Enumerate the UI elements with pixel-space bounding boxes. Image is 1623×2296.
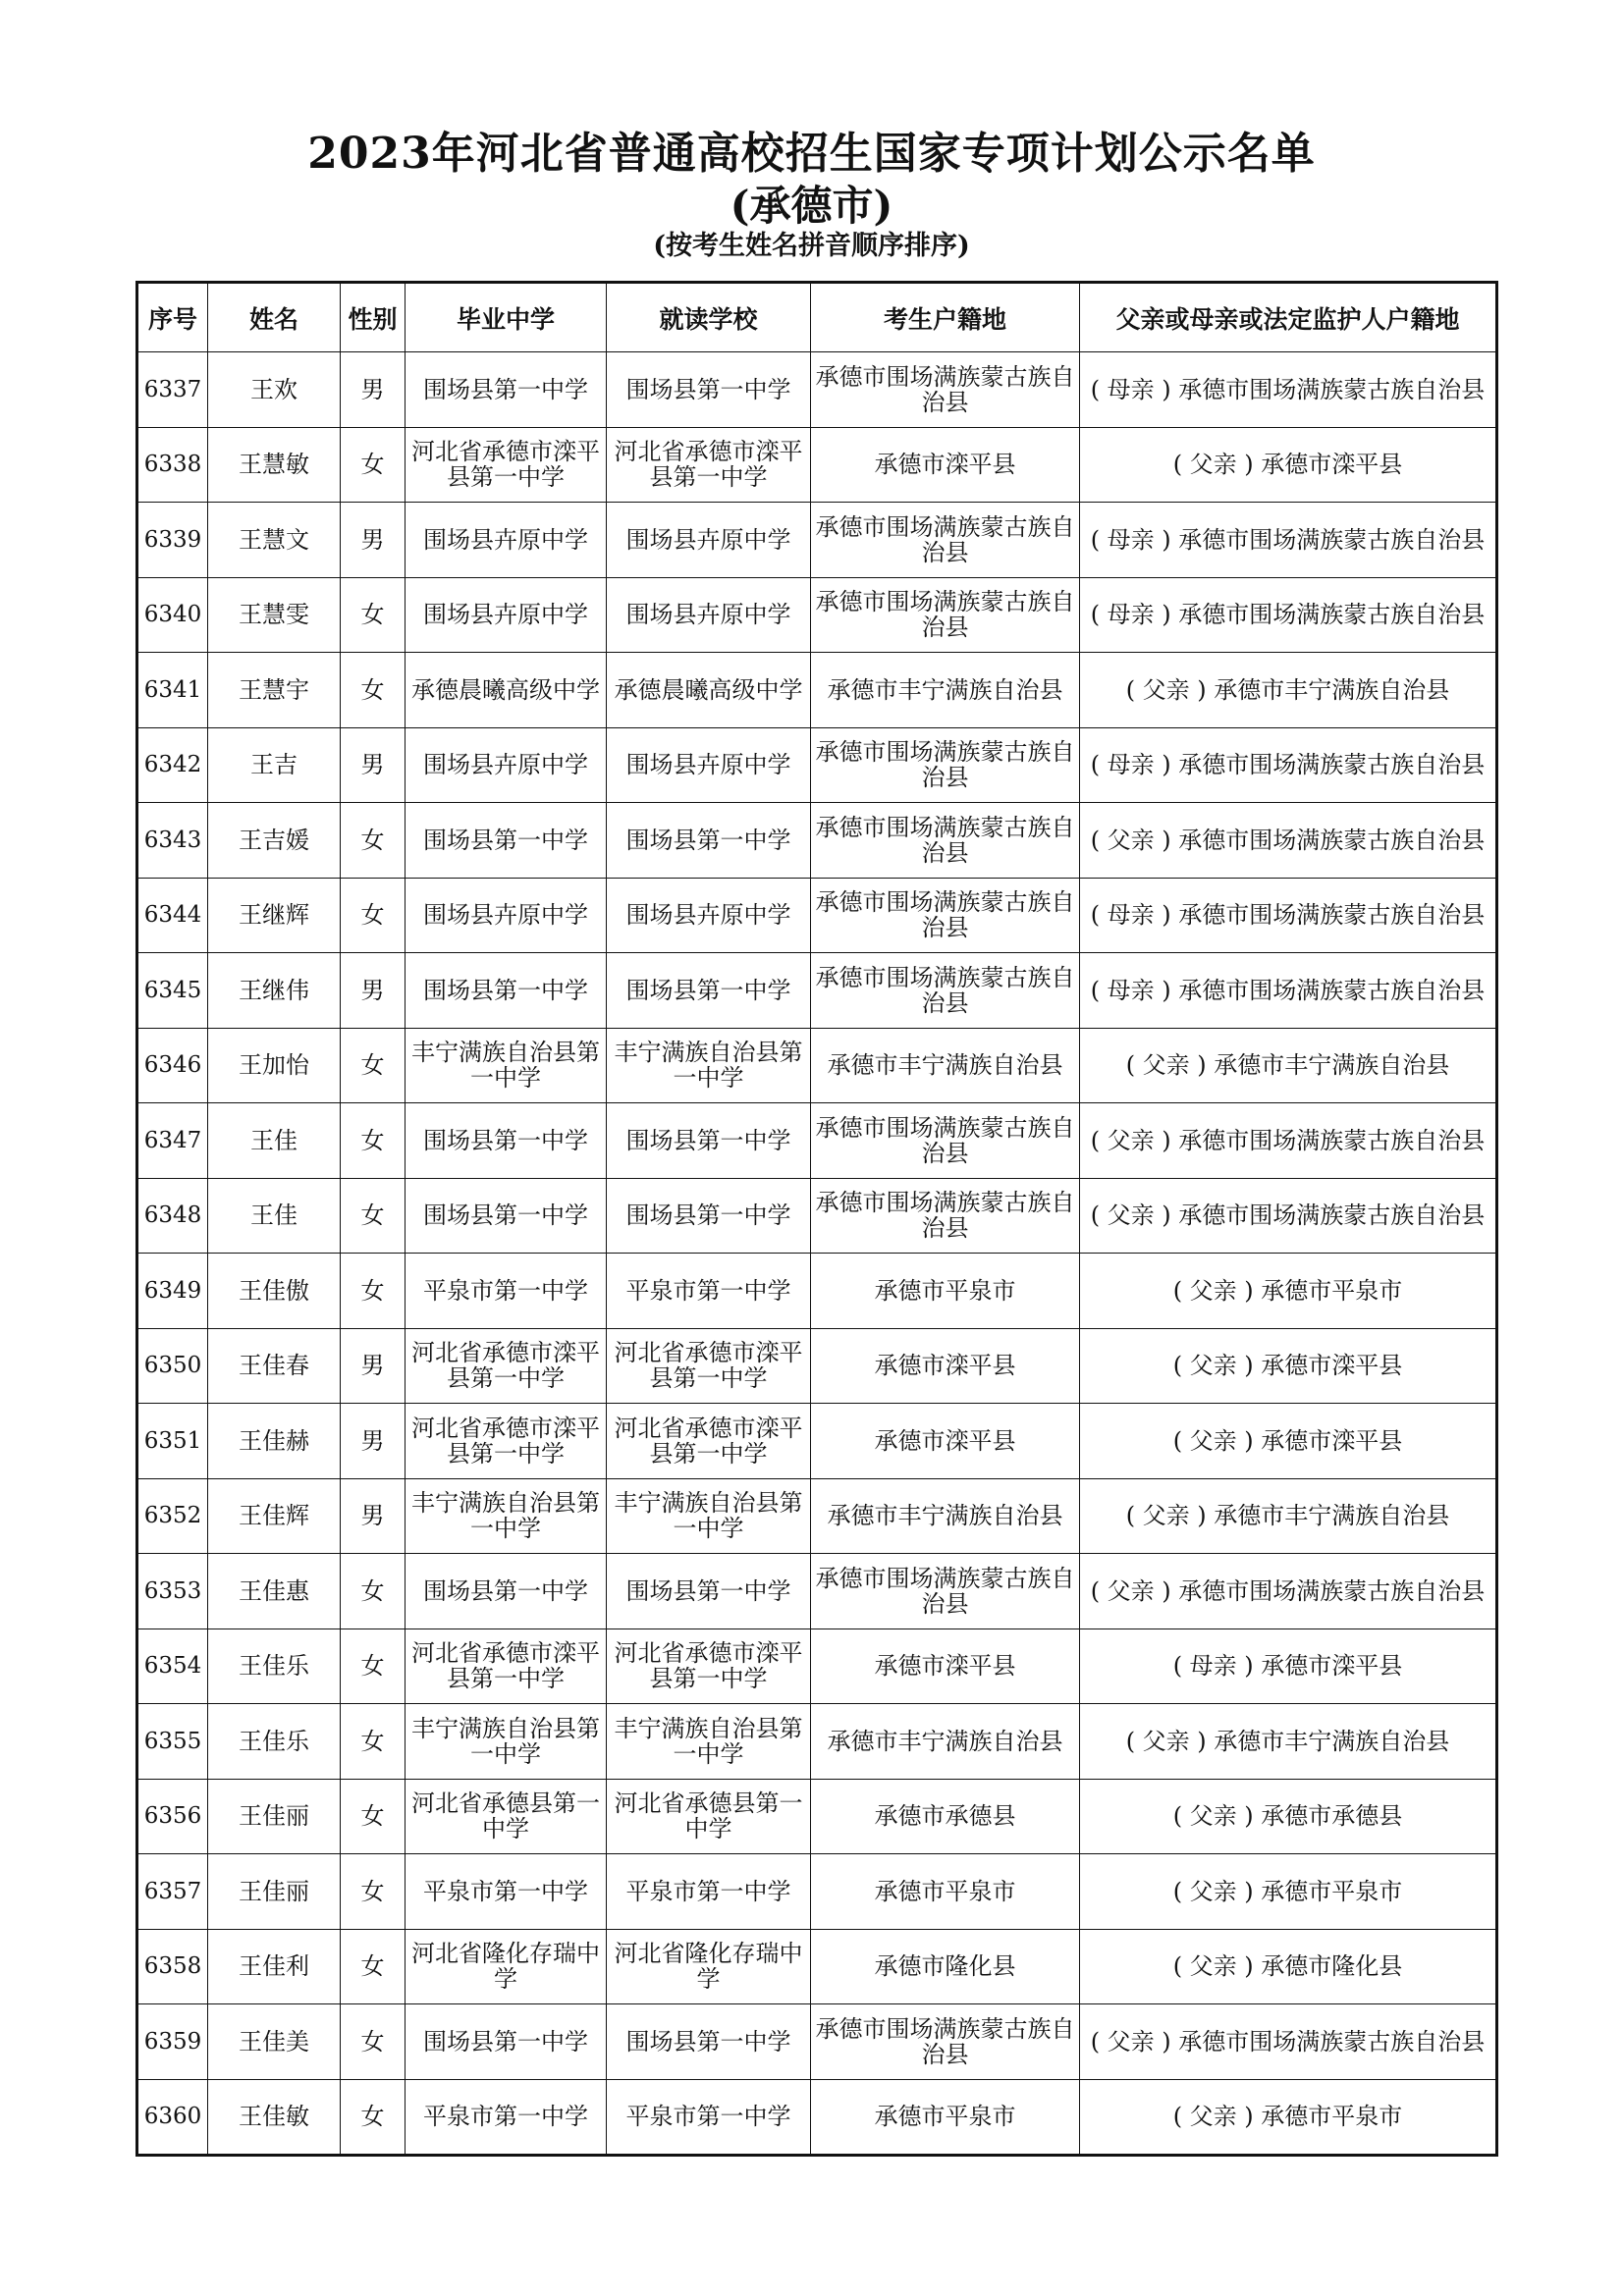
page-title: 2023年河北省普通高校招生国家专项计划公示名单 [307, 129, 1316, 179]
cell-graduation-school: 丰宁满族自治县第一中学 [406, 1478, 607, 1554]
cell-student-hukou: 承德市围场满族蒙古族自治县 [811, 577, 1080, 653]
table-row [137, 653, 1497, 728]
cell-graduation-school: 围场县第一中学 [406, 1103, 607, 1179]
cell-student-hukou: 承德市丰宁满族自治县 [811, 653, 1080, 728]
cell-name: 王佳春 [208, 1328, 341, 1404]
cell-guardian-hukou: ( 母亲 ) 承德市滦平县 [1080, 1629, 1497, 1704]
cell-graduation-school: 围场县第一中学 [406, 1178, 607, 1254]
table-row [137, 1478, 1497, 1554]
cell-seq: 6347 [137, 1103, 208, 1179]
table-row [137, 1404, 1497, 1479]
cell-name: 王佳乐 [208, 1704, 341, 1780]
cell-student-hukou: 承德市承德县 [811, 1779, 1080, 1854]
cell-student-hukou: 承德市围场满族蒙古族自治县 [811, 1103, 1080, 1179]
cell-current-school: 围场县卉原中学 [607, 503, 811, 578]
table-row [137, 577, 1497, 653]
table-row [137, 1254, 1497, 1329]
col-header-current-school: 就读学校 [607, 283, 811, 352]
cell-graduation-school: 平泉市第一中学 [406, 1854, 607, 1930]
cell-name: 王佳惠 [208, 1554, 341, 1629]
cell-student-hukou: 承德市围场满族蒙古族自治县 [811, 2004, 1080, 2080]
cell-student-hukou: 承德市丰宁满族自治县 [811, 1478, 1080, 1554]
cell-student-hukou: 承德市滦平县 [811, 427, 1080, 503]
table-row [137, 352, 1497, 428]
cell-gender: 女 [341, 1178, 406, 1254]
cell-name: 王吉媛 [208, 803, 341, 879]
cell-graduation-school: 承德晨曦高级中学 [406, 653, 607, 728]
table-row [137, 2004, 1497, 2080]
cell-gender: 男 [341, 503, 406, 578]
cell-guardian-hukou: ( 父亲 ) 承德市围场满族蒙古族自治县 [1080, 1554, 1497, 1629]
cell-student-hukou: 承德市滦平县 [811, 1629, 1080, 1704]
cell-gender: 女 [341, 803, 406, 879]
cell-gender: 女 [341, 1554, 406, 1629]
cell-guardian-hukou: ( 父亲 ) 承德市围场满族蒙古族自治县 [1080, 803, 1497, 879]
table-row [137, 1178, 1497, 1254]
cell-gender: 女 [341, 1704, 406, 1780]
cell-gender: 男 [341, 1404, 406, 1479]
cell-graduation-school: 河北省承德市滦平县第一中学 [406, 1404, 607, 1479]
cell-seq: 6342 [137, 727, 208, 803]
cell-student-hukou: 承德市围场满族蒙古族自治县 [811, 727, 1080, 803]
cell-guardian-hukou: ( 母亲 ) 承德市围场满族蒙古族自治县 [1080, 953, 1497, 1029]
cell-name: 王佳丽 [208, 1854, 341, 1930]
cell-current-school: 丰宁满族自治县第一中学 [607, 1704, 811, 1780]
cell-graduation-school: 丰宁满族自治县第一中学 [406, 1704, 607, 1780]
cell-name: 王佳 [208, 1178, 341, 1254]
table-row [137, 1854, 1497, 1930]
cell-guardian-hukou: ( 父亲 ) 承德市滦平县 [1080, 1328, 1497, 1404]
cell-gender: 男 [341, 727, 406, 803]
cell-graduation-school: 围场县卉原中学 [406, 577, 607, 653]
cell-student-hukou: 承德市丰宁满族自治县 [811, 1704, 1080, 1780]
cell-graduation-school: 河北省隆化存瑞中学 [406, 1929, 607, 2004]
cell-gender: 女 [341, 653, 406, 728]
cell-seq: 6350 [137, 1328, 208, 1404]
cell-seq: 6344 [137, 878, 208, 953]
cell-guardian-hukou: ( 父亲 ) 承德市围场满族蒙古族自治县 [1080, 1178, 1497, 1254]
cell-current-school: 河北省承德县第一中学 [607, 1779, 811, 1854]
cell-student-hukou: 承德市隆化县 [811, 1929, 1080, 2004]
cell-student-hukou: 承德市围场满族蒙古族自治县 [811, 878, 1080, 953]
cell-guardian-hukou: ( 母亲 ) 承德市围场满族蒙古族自治县 [1080, 352, 1497, 428]
cell-name: 王加怡 [208, 1028, 341, 1103]
cell-current-school: 丰宁满族自治县第一中学 [607, 1478, 811, 1554]
cell-student-hukou: 承德市围场满族蒙古族自治县 [811, 803, 1080, 879]
cell-student-hukou: 承德市围场满族蒙古族自治县 [811, 953, 1080, 1029]
cell-graduation-school: 围场县卉原中学 [406, 503, 607, 578]
cell-guardian-hukou: ( 父亲 ) 承德市丰宁满族自治县 [1080, 1028, 1497, 1103]
cell-guardian-hukou: ( 母亲 ) 承德市围场满族蒙古族自治县 [1080, 577, 1497, 653]
table-row [137, 953, 1497, 1029]
cell-gender: 女 [341, 1854, 406, 1930]
cell-current-school: 平泉市第一中学 [607, 1254, 811, 1329]
cell-current-school: 围场县卉原中学 [607, 577, 811, 653]
cell-seq: 6340 [137, 577, 208, 653]
cell-graduation-school: 围场县卉原中学 [406, 878, 607, 953]
cell-graduation-school: 围场县第一中学 [406, 352, 607, 428]
cell-seq: 6358 [137, 1929, 208, 2004]
cell-seq: 6339 [137, 503, 208, 578]
cell-gender: 女 [341, 427, 406, 503]
table-row [137, 1328, 1497, 1404]
cell-current-school: 平泉市第一中学 [607, 1854, 811, 1930]
cell-graduation-school: 围场县第一中学 [406, 953, 607, 1029]
cell-guardian-hukou: ( 父亲 ) 承德市丰宁满族自治县 [1080, 1478, 1497, 1554]
cell-guardian-hukou: ( 父亲 ) 承德市围场满族蒙古族自治县 [1080, 1103, 1497, 1179]
cell-gender: 女 [341, 2079, 406, 2156]
cell-gender: 男 [341, 1328, 406, 1404]
table-row [137, 2079, 1497, 2156]
cell-seq: 6345 [137, 953, 208, 1029]
col-header-guardian-hukou: 父亲或母亲或法定监护人户籍地 [1080, 283, 1497, 352]
cell-current-school: 围场县卉原中学 [607, 878, 811, 953]
cell-graduation-school: 围场县第一中学 [406, 1554, 607, 1629]
sort-note: (按考生姓名拼音顺序排序) [653, 231, 970, 261]
cell-name: 王佳乐 [208, 1629, 341, 1704]
cell-seq: 6343 [137, 803, 208, 879]
cell-graduation-school: 丰宁满族自治县第一中学 [406, 1028, 607, 1103]
cell-gender: 女 [341, 577, 406, 653]
cell-current-school: 河北省承德市滦平县第一中学 [607, 1404, 811, 1479]
cell-gender: 男 [341, 1478, 406, 1554]
col-header-name: 姓名 [208, 283, 341, 352]
cell-graduation-school: 围场县卉原中学 [406, 727, 607, 803]
cell-name: 王佳丽 [208, 1779, 341, 1854]
cell-current-school: 围场县第一中学 [607, 1554, 811, 1629]
cell-current-school: 围场县第一中学 [607, 2004, 811, 2080]
col-header-gender: 性别 [341, 283, 406, 352]
cell-gender: 女 [341, 1103, 406, 1179]
cell-gender: 女 [341, 2004, 406, 2080]
cell-guardian-hukou: ( 父亲 ) 承德市隆化县 [1080, 1929, 1497, 2004]
cell-name: 王佳美 [208, 2004, 341, 2080]
table-row [137, 727, 1497, 803]
cell-current-school: 围场县第一中学 [607, 803, 811, 879]
cell-gender: 女 [341, 1254, 406, 1329]
cell-student-hukou: 承德市滦平县 [811, 1328, 1080, 1404]
cell-name: 王慧雯 [208, 577, 341, 653]
cell-guardian-hukou: ( 母亲 ) 承德市围场满族蒙古族自治县 [1080, 727, 1497, 803]
cell-guardian-hukou: ( 父亲 ) 承德市围场满族蒙古族自治县 [1080, 2004, 1497, 2080]
cell-name: 王慧宇 [208, 653, 341, 728]
cell-guardian-hukou: ( 父亲 ) 承德市滦平县 [1080, 427, 1497, 503]
cell-current-school: 围场县第一中学 [607, 953, 811, 1029]
table-row [137, 803, 1497, 879]
cell-name: 王佳辉 [208, 1478, 341, 1554]
table-row [137, 1779, 1497, 1854]
cell-current-school: 围场县卉原中学 [607, 727, 811, 803]
cell-current-school: 承德晨曦高级中学 [607, 653, 811, 728]
cell-seq: 6359 [137, 2004, 208, 2080]
cell-name: 王继辉 [208, 878, 341, 953]
cell-seq: 6349 [137, 1254, 208, 1329]
col-header-seq: 序号 [137, 283, 208, 352]
cell-graduation-school: 河北省承德市滦平县第一中学 [406, 1629, 607, 1704]
cell-graduation-school: 平泉市第一中学 [406, 2079, 607, 2156]
cell-seq: 6348 [137, 1178, 208, 1254]
cell-current-school: 丰宁满族自治县第一中学 [607, 1028, 811, 1103]
cell-gender: 女 [341, 878, 406, 953]
cell-gender: 女 [341, 1028, 406, 1103]
table-row [137, 1629, 1497, 1704]
cell-guardian-hukou: ( 父亲 ) 承德市平泉市 [1080, 1854, 1497, 1930]
cell-name: 王慧敏 [208, 427, 341, 503]
cell-guardian-hukou: ( 父亲 ) 承德市丰宁满族自治县 [1080, 653, 1497, 728]
cell-name: 王吉 [208, 727, 341, 803]
table-row [137, 503, 1497, 578]
cell-gender: 女 [341, 1929, 406, 2004]
cell-guardian-hukou: ( 父亲 ) 承德市平泉市 [1080, 2079, 1497, 2156]
cell-guardian-hukou: ( 父亲 ) 承德市滦平县 [1080, 1404, 1497, 1479]
table-row [137, 1704, 1497, 1780]
cell-student-hukou: 承德市平泉市 [811, 2079, 1080, 2156]
cell-student-hukou: 承德市围场满族蒙古族自治县 [811, 352, 1080, 428]
cell-student-hukou: 承德市围场满族蒙古族自治县 [811, 1554, 1080, 1629]
table-row [137, 1554, 1497, 1629]
cell-guardian-hukou: ( 父亲 ) 承德市承德县 [1080, 1779, 1497, 1854]
page-subtitle: (承德市) [730, 182, 893, 230]
cell-student-hukou: 承德市围场满族蒙古族自治县 [811, 1178, 1080, 1254]
cell-name: 王慧文 [208, 503, 341, 578]
cell-name: 王欢 [208, 352, 341, 428]
cell-graduation-school: 河北省承德市滦平县第一中学 [406, 427, 607, 503]
cell-current-school: 围场县第一中学 [607, 1178, 811, 1254]
cell-graduation-school: 河北省承德市滦平县第一中学 [406, 1328, 607, 1404]
roster-table [135, 281, 1498, 2157]
table-body [137, 352, 1497, 2156]
cell-current-school: 平泉市第一中学 [607, 2079, 811, 2156]
cell-graduation-school: 围场县第一中学 [406, 2004, 607, 2080]
cell-current-school: 河北省承德市滦平县第一中学 [607, 427, 811, 503]
cell-seq: 6338 [137, 427, 208, 503]
col-header-graduation-school: 毕业中学 [406, 283, 607, 352]
cell-current-school: 河北省承德市滦平县第一中学 [607, 1328, 811, 1404]
cell-name: 王佳傲 [208, 1254, 341, 1329]
table-header-row [137, 283, 1497, 352]
cell-gender: 男 [341, 953, 406, 1029]
table-row [137, 1103, 1497, 1179]
cell-seq: 6357 [137, 1854, 208, 1930]
cell-graduation-school: 平泉市第一中学 [406, 1254, 607, 1329]
cell-student-hukou: 承德市平泉市 [811, 1854, 1080, 1930]
cell-gender: 女 [341, 1629, 406, 1704]
table-row [137, 1028, 1497, 1103]
cell-gender: 女 [341, 1779, 406, 1854]
cell-gender: 男 [341, 352, 406, 428]
cell-guardian-hukou: ( 母亲 ) 承德市围场满族蒙古族自治县 [1080, 878, 1497, 953]
cell-seq: 6341 [137, 653, 208, 728]
cell-guardian-hukou: ( 父亲 ) 承德市丰宁满族自治县 [1080, 1704, 1497, 1780]
cell-seq: 6351 [137, 1404, 208, 1479]
cell-current-school: 河北省隆化存瑞中学 [607, 1929, 811, 2004]
table-row [137, 878, 1497, 953]
cell-seq: 6360 [137, 2079, 208, 2156]
cell-name: 王佳敏 [208, 2079, 341, 2156]
cell-seq: 6355 [137, 1704, 208, 1780]
table-row [137, 427, 1497, 503]
cell-seq: 6337 [137, 352, 208, 428]
cell-current-school: 河北省承德市滦平县第一中学 [607, 1629, 811, 1704]
cell-name: 王佳赫 [208, 1404, 341, 1479]
cell-name: 王继伟 [208, 953, 341, 1029]
cell-guardian-hukou: ( 父亲 ) 承德市平泉市 [1080, 1254, 1497, 1329]
cell-graduation-school: 河北省承德县第一中学 [406, 1779, 607, 1854]
cell-seq: 6354 [137, 1629, 208, 1704]
cell-guardian-hukou: ( 母亲 ) 承德市围场满族蒙古族自治县 [1080, 503, 1497, 578]
cell-name: 王佳利 [208, 1929, 341, 2004]
cell-seq: 6346 [137, 1028, 208, 1103]
cell-student-hukou: 承德市平泉市 [811, 1254, 1080, 1329]
cell-seq: 6356 [137, 1779, 208, 1854]
cell-name: 王佳 [208, 1103, 341, 1179]
cell-student-hukou: 承德市滦平县 [811, 1404, 1080, 1479]
cell-student-hukou: 承德市丰宁满族自治县 [811, 1028, 1080, 1103]
cell-current-school: 围场县第一中学 [607, 1103, 811, 1179]
cell-current-school: 围场县第一中学 [607, 352, 811, 428]
table-row [137, 1929, 1497, 2004]
cell-student-hukou: 承德市围场满族蒙古族自治县 [811, 503, 1080, 578]
cell-graduation-school: 围场县第一中学 [406, 803, 607, 879]
col-header-student-hukou: 考生户籍地 [811, 283, 1080, 352]
cell-seq: 6352 [137, 1478, 208, 1554]
cell-seq: 6353 [137, 1554, 208, 1629]
